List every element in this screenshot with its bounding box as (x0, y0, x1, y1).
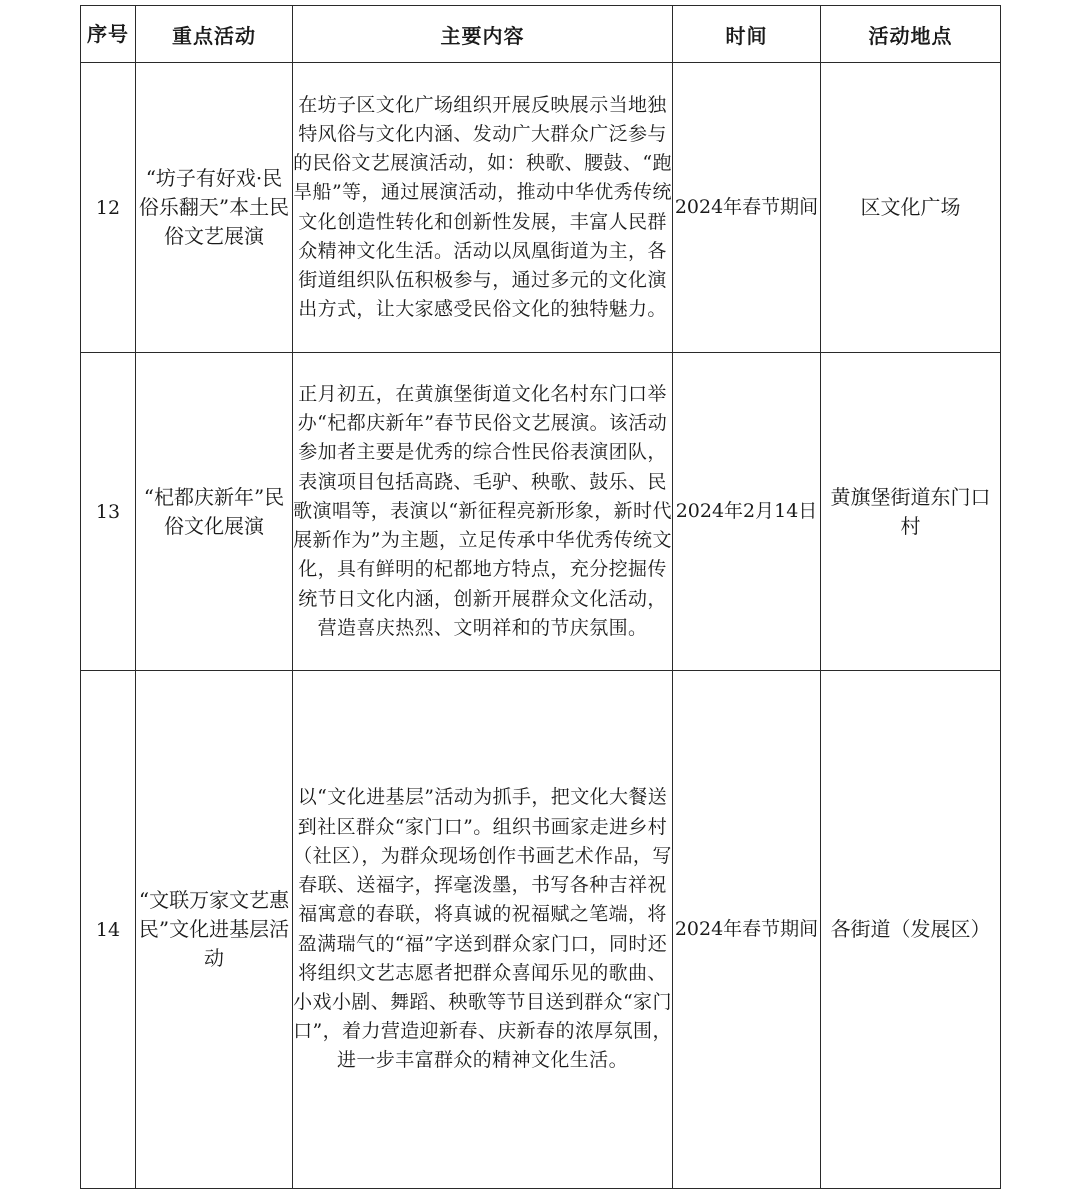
header-place: 活动地点 (821, 6, 1001, 63)
document-page (80, 5, 1000, 1188)
header-activity: 重点活动 (136, 6, 293, 63)
row-place: 各街道（发展区） (821, 671, 1001, 1189)
row-seq: 13 (81, 353, 136, 671)
header-seq: 序号 (81, 6, 136, 63)
row-place: 黄旗堡街道东门口村 (821, 353, 1001, 671)
header-content: 主要内容 (293, 6, 673, 63)
header-time: 时间 (673, 6, 821, 63)
table-header-row (81, 6, 1001, 63)
row-time: 2024年春节期间 (673, 671, 821, 1189)
table-row (81, 671, 1001, 1189)
row-content: 在坊子区文化广场组织开展反映展示当地独特风俗与文化内涵、发动广大群众广泛参与的民俗文艺展演活动，如：秧歌、腰鼓、“跑旱船”等，通过展演活动，推动中华优秀传统文化创造性转化和创新性发展，丰富人民群众精神文化生活。活动以凤凰街道为主，各街道组织队伍积极参与，通过多元的文化演出方式，让大家感受民俗文化的独特魅力。 (293, 63, 673, 353)
row-content: 正月初五，在黄旗堡街道文化名村东门口举办“杞都庆新年”春节民俗文艺展演。该活动参加者主要是优秀的综合性民俗表演团队，表演项目包括高跷、毛驴、秧歌、鼓乐、民歌演唱等，表演以“新征程亮新形象，新时代展新作为”为主题，立足传承中华优秀传统文化，具有鲜明的杞都地方特点，充分挖掘传统节日文化内涵，创新开展群众文化活动，营造喜庆热烈、文明祥和的节庆氛围。 (293, 353, 673, 671)
row-time: 2024年春节期间 (673, 63, 821, 353)
row-activity: “坊子有好戏·民俗乐翻天”本土民俗文艺展演 (136, 63, 293, 353)
table-row (81, 353, 1001, 671)
row-seq: 14 (81, 671, 136, 1189)
activity-schedule-table (80, 5, 1001, 1189)
row-content: 以“文化进基层”活动为抓手，把文化大餐送到社区群众“家门口”。组织书画家走进乡村（社区），为群众现场创作书画艺术作品，写春联、送福字，挥毫泼墨，书写各种吉祥祝福寓意的春联，将真诚的祝福赋之笔端，将盈满瑞气的“福”字送到群众家门口，同时还将组织文艺志愿者把群众喜闻乐见的歌曲、小戏小剧、舞蹈、秧歌等节目送到群众“家门口”，着力营造迎新春、庆新春的浓厚氛围，进一步丰富群众的精神文化生活。 (293, 671, 673, 1189)
row-activity: “文联万家文艺惠民”文化进基层活动 (136, 671, 293, 1189)
row-time: 2024年2月14日 (673, 353, 821, 671)
row-activity: “杞都庆新年”民俗文化展演 (136, 353, 293, 671)
table-row (81, 63, 1001, 353)
row-seq: 12 (81, 63, 136, 353)
row-place: 区文化广场 (821, 63, 1001, 353)
